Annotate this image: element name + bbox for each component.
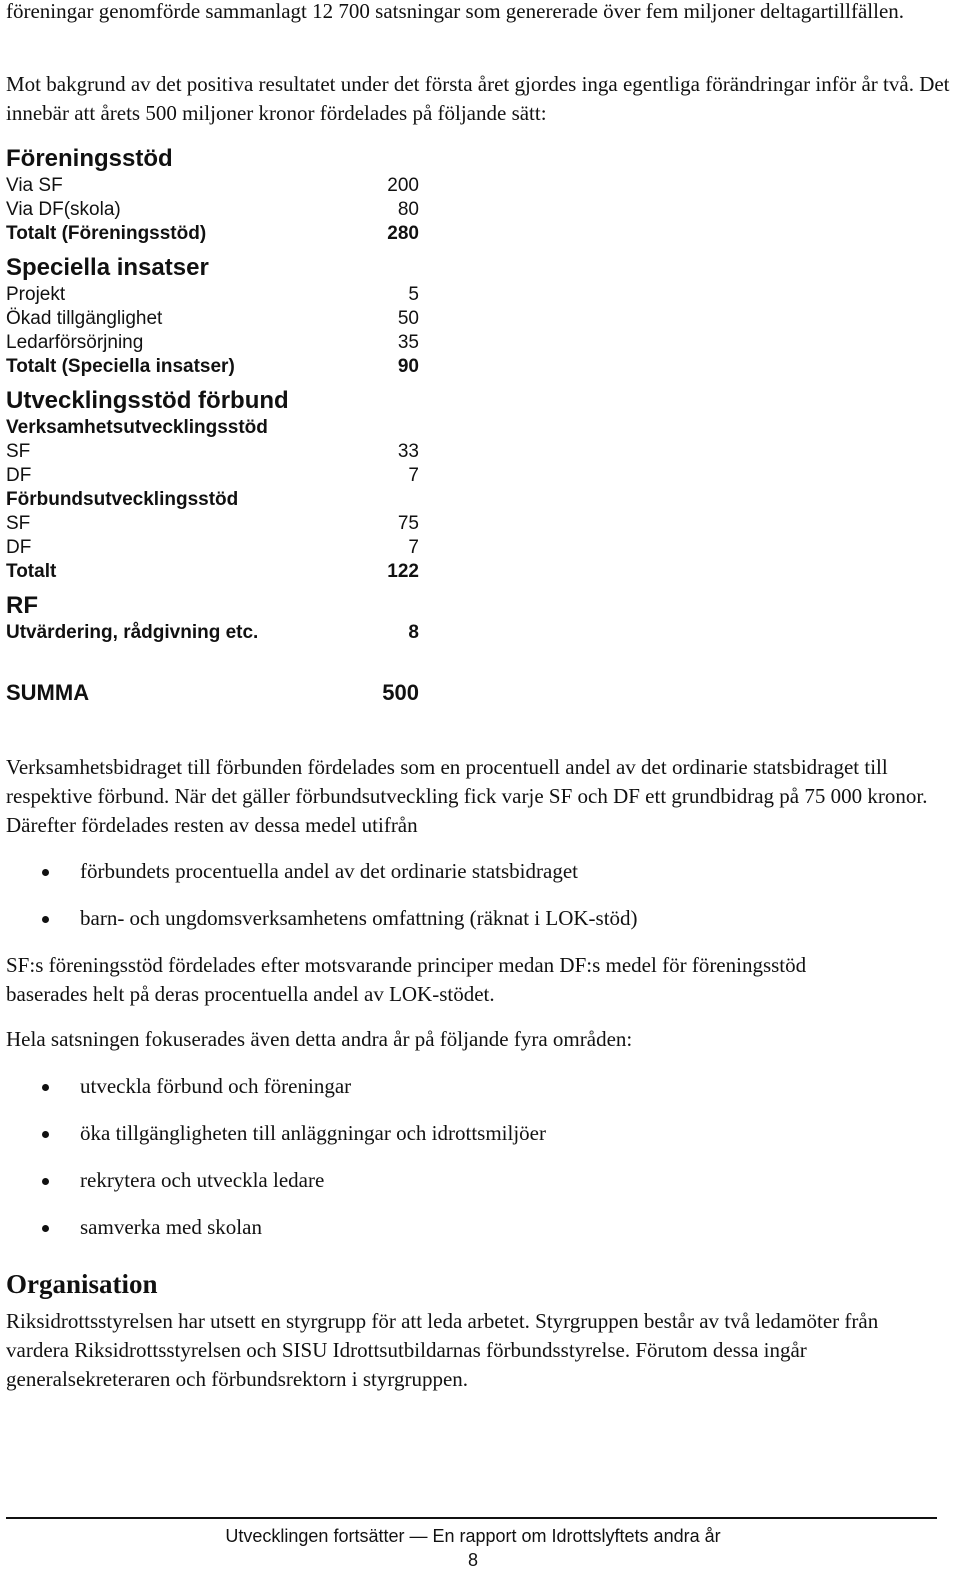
budget-row — [6, 307, 419, 331]
budget-row-value: 90 — [397, 356, 419, 377]
footer-title: Utvecklingen fortsätter — En rapport om Idrottslyftets andra år — [225, 1526, 721, 1546]
budget-row-value: 80 — [397, 199, 419, 220]
subheading-verksamhet: Verksamhetsutvecklingsstöd — [6, 417, 268, 438]
budget-row-value: 50 — [397, 308, 419, 329]
budget-row — [6, 512, 419, 536]
list-item-text: utveckla förbund och föreningar — [80, 1074, 352, 1098]
budget-row-value: 200 — [387, 175, 419, 196]
bullet-icon — [42, 869, 49, 876]
budget-section-rf — [6, 591, 419, 645]
list-item-text: barn- och ungdomsverksamhetens omfattning (räknat i LOK-stöd) — [80, 906, 638, 930]
budget-row-label: Projekt — [6, 284, 66, 305]
budget-row — [6, 464, 419, 488]
list-item — [6, 1213, 946, 1242]
budget-row-label: Via SF — [6, 175, 63, 196]
organisation-paragraph: Riksidrottsstyrelsen har utsett en styrgrupp för att leda arbetet. Styrgruppen består av två ledamöter från vardera Riksidrottsstyrelsen och SISU Idrottsutbildarnas förbundsstyrelse. Förutom dessa ingår generalsekreteraren och förbundsrektorn i styrgruppen. — [6, 1309, 879, 1391]
budget-row-value: 280 — [387, 223, 419, 244]
section-title-foreningsstod: Föreningsstöd — [6, 145, 173, 172]
budget-row-value: 33 — [397, 441, 419, 462]
section-title-speciella: Speciella insatser — [6, 254, 209, 281]
footer-divider — [6, 1517, 937, 1519]
list-item-text: förbundets procentuella andel av det ordinarie statsbidraget — [80, 859, 578, 883]
budget-row — [6, 621, 419, 645]
bullet-icon — [42, 1178, 49, 1185]
list-item — [6, 1166, 946, 1195]
subheading-forbund: Förbundsutvecklingsstöd — [6, 489, 239, 510]
budget-row-value: 5 — [408, 284, 419, 305]
bullet-list-1 — [6, 857, 946, 933]
body-paragraph-5: Hela satsningen fokuserades även detta andra år på följande fyra områden: — [6, 1027, 633, 1051]
page-number: 8 — [467, 1550, 478, 1570]
budget-section-speciella — [6, 253, 419, 379]
budget-row — [6, 331, 419, 355]
budget-section-utveckling — [6, 386, 419, 584]
budget-row-label: Totalt — [6, 561, 57, 582]
budget-row-value: 7 — [408, 465, 419, 486]
budget-row-value: 8 — [408, 622, 419, 643]
section-title-organisation: Organisation — [6, 1269, 158, 1299]
budget-row-label: Utvärdering, rådgivning etc. — [6, 622, 259, 643]
budget-row-value: 122 — [387, 561, 419, 582]
budget-row — [6, 536, 419, 560]
summa-value: 500 — [382, 680, 419, 705]
budget-row-label: DF — [6, 537, 32, 558]
body-paragraph-3: Verksamhetsbidraget till förbunden fördelades som en procentuell andel av det ordinarie statsbidraget till respektive förbund. När det gäller förbundsutveckling fick varje SF och DF ett grundbidrag på 75 000 kronor. Därefter fördelades resten av dessa medel utifrån — [6, 755, 928, 837]
bullet-list-2 — [6, 1072, 946, 1242]
list-item — [6, 1072, 946, 1101]
body-paragraph-4: SF:s föreningsstöd fördelades efter motsvarande principer medan DF:s medel för föreningsstöd baserades helt på deras procentuella andel av LOK-stödet. — [6, 953, 807, 1006]
list-item-text: öka tillgängligheten till anläggningar och idrottsmiljöer — [80, 1121, 546, 1145]
section-title-utveckling: Utvecklingsstöd förbund — [6, 387, 289, 414]
list-item-text: rekrytera och utveckla ledare — [80, 1168, 325, 1192]
budget-row-label: SF — [6, 513, 31, 534]
budget-total-row — [6, 560, 419, 584]
budget-row — [6, 440, 419, 464]
budget-row-value: 75 — [397, 513, 419, 534]
budget-row-label: SF — [6, 441, 31, 462]
budget-row-label: Ökad tillgänglighet — [6, 308, 163, 329]
budget-total-row — [6, 355, 419, 379]
budget-row-label: Ledarförsörjning — [6, 332, 144, 353]
bullet-icon — [42, 1084, 49, 1091]
bullet-icon — [42, 916, 49, 923]
intro-paragraph-2: Mot bakgrund av det positiva resultatet under det första året gjordes inga egentliga förändringar inför år två. Det innebär att årets 500 miljoner kronor fördelades på följande sätt: — [6, 72, 950, 125]
list-item — [6, 1119, 946, 1148]
budget-row — [6, 283, 419, 307]
section-title-rf: RF — [6, 592, 38, 619]
budget-row-label: Totalt (Speciella insatser) — [6, 356, 235, 377]
budget-row — [6, 198, 419, 222]
budget-summa-row — [6, 679, 419, 707]
budget-row-label: DF — [6, 465, 32, 486]
intro-paragraph-1: föreningar genomförde sammanlagt 12 700 satsningar som genererade över fem miljoner deltagartillfällen. — [6, 0, 905, 23]
bullet-icon — [42, 1131, 49, 1138]
budget-section-foreningsstod — [6, 144, 419, 246]
list-item — [6, 857, 946, 886]
budget-row-value: 35 — [397, 332, 419, 353]
budget-row-label: Via DF(skola) — [6, 199, 121, 220]
summa-label: SUMMA — [6, 680, 90, 705]
budget-row-value: 7 — [408, 537, 419, 558]
list-item-text: samverka med skolan — [80, 1215, 262, 1239]
list-item — [6, 904, 946, 933]
budget-total-row — [6, 222, 419, 246]
bullet-icon — [42, 1225, 49, 1232]
budget-row — [6, 174, 419, 198]
budget-row-label: Totalt (Föreningsstöd) — [6, 223, 207, 244]
